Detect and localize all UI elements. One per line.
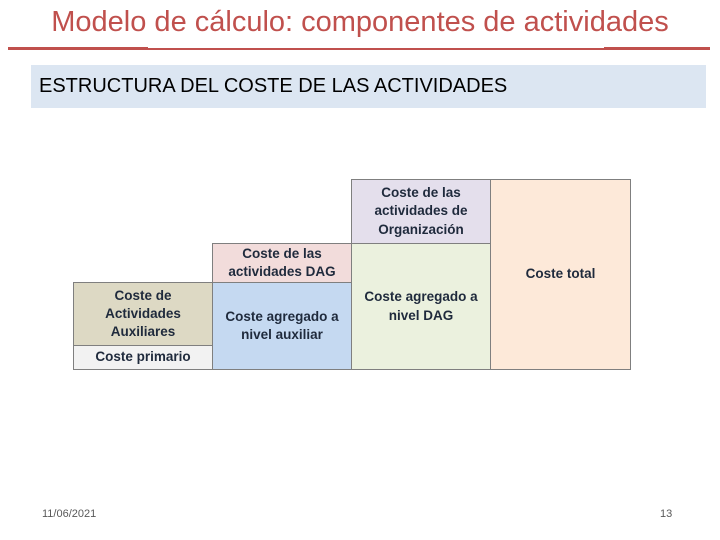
title-underline-accent-right — [604, 47, 710, 50]
organization-activities-cost-cell — [351, 179, 491, 244]
dag-aggregated-cost-label: Coste agregado a nivel DAG — [364, 289, 478, 323]
total-cost-label: Coste total — [525, 266, 596, 282]
primary-cost-label: Coste primario — [95, 349, 191, 365]
organization-activities-cost-label: Coste de las actividades de Organización — [374, 185, 468, 237]
title-underline-accent-left — [8, 47, 148, 50]
total-cost-cell — [490, 179, 631, 370]
footer-date: 11/06/2021 — [42, 508, 97, 520]
auxiliary-activities-cost-cell — [73, 282, 213, 346]
section-header: ESTRUCTURA DEL COSTE DE LAS ACTIVIDADES — [31, 65, 706, 108]
page-number: 13 — [660, 508, 673, 520]
auxiliary-aggregated-cost-cell — [212, 282, 352, 370]
dag-activities-cost-cell — [212, 243, 352, 283]
auxiliary-activities-cost-label: Coste de Actividades Auxiliares — [105, 287, 181, 340]
auxiliary-aggregated-cost-label: Coste agregado a nivel auxiliar — [225, 308, 339, 342]
primary-cost-cell — [73, 345, 213, 370]
slide-title: Modelo de cálculo: componentes de actividades — [51, 6, 669, 38]
dag-aggregated-cost-cell — [351, 243, 491, 370]
dag-activities-cost-label: Coste de las actividades DAG — [228, 245, 336, 279]
